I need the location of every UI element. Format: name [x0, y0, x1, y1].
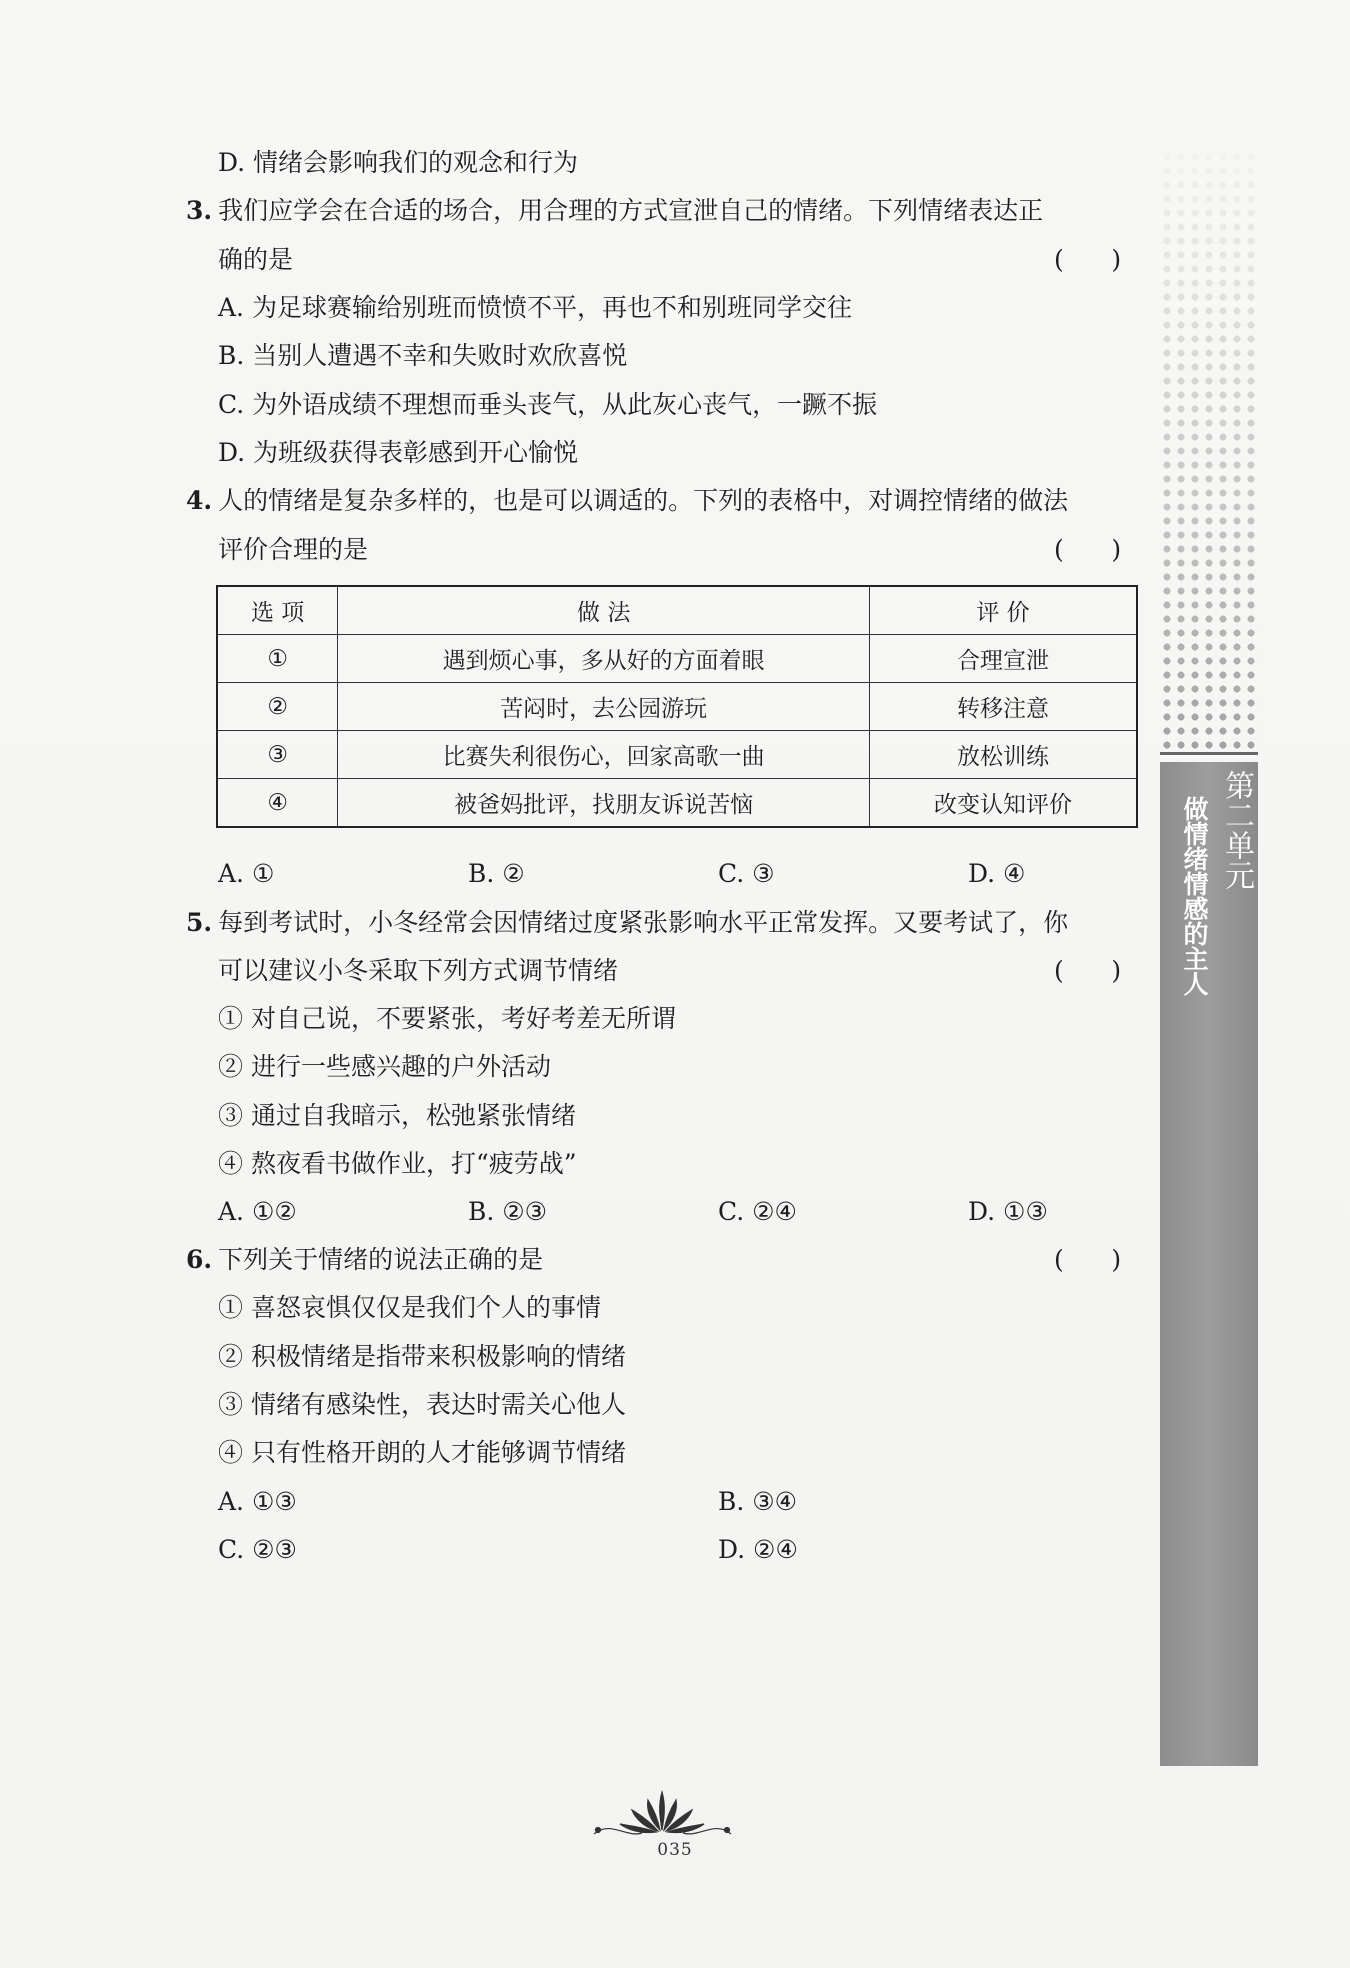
table-cell-option: ①: [217, 635, 338, 683]
q6-option-a: A. ①③: [218, 1487, 297, 1516]
q5-option-d: D. ①③: [968, 1197, 1048, 1226]
q6-option-b: B. ③④: [718, 1487, 798, 1516]
q5-option-b: B. ②③: [468, 1197, 548, 1226]
table-header-practice: 做 法: [338, 586, 870, 635]
q3-stem-line1: 3. 我们应学会在合适的场合，用合理的方式宣泄自己的情绪。下列情绪表达正: [186, 196, 1044, 225]
table-header-option: 选 项: [217, 586, 338, 635]
q6-item-4: ④ 只有性格开朗的人才能够调节情绪: [218, 1438, 626, 1467]
table-cell-evaluation: 改变认知评价: [870, 779, 1137, 828]
q6-answer-paren[interactable]: ( ): [1054, 1245, 1122, 1274]
floral-ornament-icon: [590, 1780, 735, 1840]
q3-answer-paren[interactable]: ( ): [1054, 245, 1122, 274]
table-cell-practice: 被爸妈批评，找朋友诉说苦恼: [338, 779, 870, 828]
q6-item-1: ① 喜怒哀惧仅仅是我们个人的事情: [218, 1293, 601, 1322]
q6-option-c: C. ②③: [218, 1535, 297, 1564]
q5-option-a: A. ①②: [218, 1197, 297, 1226]
q5-stem-line1: 5. 每到考试时，小冬经常会因情绪过度紧张影响水平正常发挥。又要考试了，你: [186, 908, 1069, 937]
table-cell-evaluation: 转移注意: [870, 683, 1137, 731]
q4-option-c: C. ③: [718, 859, 775, 888]
q6-stem-line1: 6. 下列关于情绪的说法正确的是: [186, 1245, 544, 1274]
sidebar-unit-label: 第二单元: [1219, 770, 1254, 890]
table-row: [217, 635, 1137, 683]
table-cell-evaluation: 放松训练: [870, 731, 1137, 779]
table-row: [217, 731, 1137, 779]
table-cell-practice: 比赛失利很伤心，回家高歌一曲: [338, 731, 870, 779]
q4-number: 4.: [186, 486, 213, 515]
table-cell-option: ②: [217, 683, 338, 731]
q5-item-4: ④ 熬夜看书做作业，打“疲劳战”: [218, 1149, 577, 1178]
table-cell-evaluation: 合理宣泄: [870, 635, 1137, 683]
sidebar-unit-title: 做情绪情感的主人: [1180, 796, 1209, 996]
table-header-row: [217, 586, 1137, 635]
q5-item-2: ② 进行一些感兴趣的户外活动: [218, 1052, 551, 1081]
q6-number: 6.: [186, 1245, 213, 1274]
q3-option-d: D. 为班级获得表彰感到开心愉悦: [218, 438, 579, 467]
q5-stem-line2: 可以建议小冬采取下列方式调节情绪: [218, 956, 619, 985]
q5-number: 5.: [186, 908, 213, 937]
q3-number: 3.: [186, 196, 213, 225]
q5-answer-paren[interactable]: ( ): [1054, 956, 1122, 985]
sidebar-dot-pattern: [1160, 150, 1258, 750]
q3-option-a: A. 为足球赛输给别班而愤愤不平，再也不和别班同学交往: [218, 293, 852, 322]
q5-item-1: ① 对自己说，不要紧张，考好考差无所谓: [218, 1004, 676, 1033]
table-cell-practice: 遇到烦心事，多从好的方面着眼: [338, 635, 870, 683]
q3-stem-line2: 确的是: [218, 245, 294, 274]
q6-item-2: ② 积极情绪是指带来积极影响的情绪: [218, 1342, 626, 1371]
q3-option-c: C. 为外语成绩不理想而垂头丧气，从此灰心丧气，一蹶不振: [218, 390, 878, 419]
q5-option-c: C. ②④: [718, 1197, 797, 1226]
q4-option-a: A. ①: [218, 859, 275, 888]
table-cell-practice: 苦闷时，去公园游玩: [338, 683, 870, 731]
table-header-evaluation: 评 价: [870, 586, 1137, 635]
page-number: 035: [657, 1840, 693, 1860]
table-cell-option: ④: [217, 779, 338, 828]
q4-evaluation-table: [216, 585, 1138, 828]
table-cell-option: ③: [217, 731, 338, 779]
sidebar-divider: [1160, 752, 1258, 755]
q3-option-b: B. 当别人遭遇不幸和失败时欢欣喜悦: [218, 341, 628, 370]
q2-option-d: D. 情绪会影响我们的观念和行为: [218, 148, 579, 177]
q4-stem-line1: 4. 人的情绪是复杂多样的，也是可以调适的。下列的表格中，对调控情绪的做法: [186, 486, 1069, 515]
table-row: [217, 779, 1137, 828]
q4-answer-paren[interactable]: ( ): [1054, 535, 1122, 564]
q5-item-3: ③ 通过自我暗示，松弛紧张情绪: [218, 1101, 576, 1130]
table-row: [217, 683, 1137, 731]
q6-item-3: ③ 情绪有感染性，表达时需关心他人: [218, 1390, 626, 1419]
q4-option-b: B. ②: [468, 859, 525, 888]
q4-stem-line2: 评价合理的是: [218, 535, 369, 564]
q4-option-d: D. ④: [968, 859, 1026, 888]
q6-option-d: D. ②④: [718, 1535, 798, 1564]
